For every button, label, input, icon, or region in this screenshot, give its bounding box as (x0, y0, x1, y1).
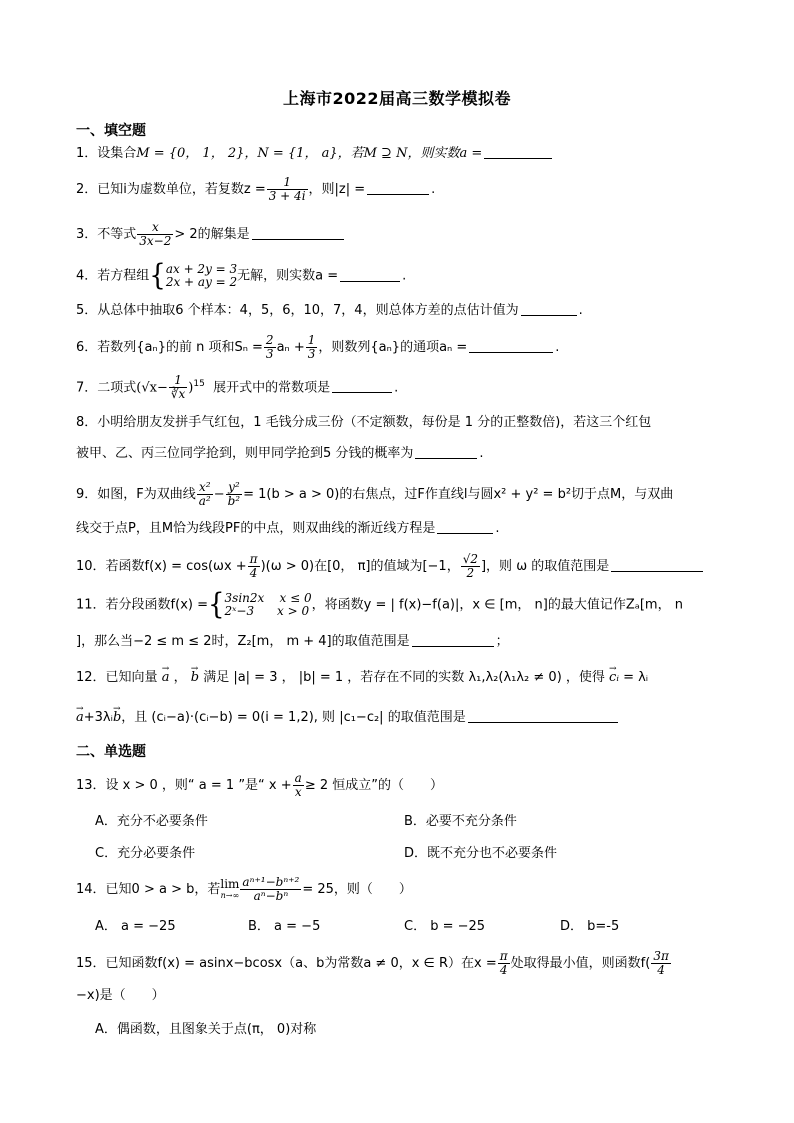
fraction: $\frac{\pi}{4}$ (499, 949, 508, 977)
question-7: 7．二项式(√x− $\frac{1}{∛x}$ )$^{15}$ 展开式中的常数项是 . (76, 373, 399, 402)
question-11-line-2: ]，那么当−2 ≤ m ≤ 2时，Z₂[m， m + 4]的取值范围是 ； (76, 634, 509, 649)
option-15a[interactable]: A．偶函数，且图象关于点(π， 0)对称 (95, 1022, 317, 1037)
question-15-line-2: −x)是（ ） (76, 988, 165, 1003)
answer-blank (468, 708, 618, 723)
answer-blank (367, 180, 429, 195)
fraction: $\frac{1}{∛x}$ (170, 373, 186, 402)
answer-blank (437, 519, 493, 534)
answer-blank (332, 378, 392, 393)
question-11-line-1: 11．若分段函数f(x) ={ 3sin2x x ≤ 0 2ˣ−3 x > 0 ，将函数y = | f(x)−f(a)|，x ∈ [m， n]的最大值记作Zₐ[m， n (76, 588, 683, 622)
option-13b[interactable]: B．必要不充分条件 (404, 814, 517, 829)
option-14b[interactable]: B． a = −5 (248, 919, 321, 934)
fraction: $\frac{\pi}{4}$ (249, 552, 258, 580)
question-9-line-2: 线交于点P，且M恰为线段PF的中点，则双曲线的渐近线方程是 . (76, 521, 500, 536)
fraction: $\frac{√2}{2}$ (462, 552, 478, 580)
question-5: 5．从总体中抽取6 个样本：4，5，6，10，7，4，则总体方差的点估计值为 . (76, 303, 583, 318)
question-2: 2．已知i为虚数单位，若复数z = $\frac{1}{3 + 4i}$ ，则|z| = . (76, 175, 436, 203)
question-8-line-1: 8．小明给朋友发拼手气红包，1 毛钱分成三份（不定额数，每份是 1 分的正整数倍)，若这三个红包 (76, 415, 652, 430)
question-10: 10．若函数f(x) = cos(ωx + $\frac{\pi}{4}$ )(ω > 0)在[0， π]的值域为[−1， $\frac{√2}{2}$ ]，则 ω 的取值范围是 (76, 553, 705, 580)
answer-blank (415, 444, 477, 459)
option-14a[interactable]: A． a = −25 (95, 919, 176, 934)
fraction: $\frac{3\pi}{4}$ (653, 949, 669, 977)
question-9-line-1: 9．如图，F为双曲线 $\frac{\text{x²}}{\text{a²}}$ − $\frac{\text{y²}}{\text{b²}}$ = 1(b > a > 0)的右焦点，过F作直线l与圆x² + y² = b²切于点M，与双曲 (76, 480, 674, 508)
answer-blank (252, 225, 344, 240)
fraction: $\frac{a}{x}$ (294, 771, 302, 799)
fraction: $\frac{2}{3}$ (265, 333, 274, 361)
question-13: 13．设 x > 0 ，则“ a = 1 ”是“ x + $\frac{a}{x}$ ≥ 2 恒成立”的（ ） (76, 771, 443, 799)
fraction: $\frac{\text{y²}}{\text{b²}}$ (227, 480, 241, 508)
answer-blank (484, 144, 552, 159)
question-8-line-2: 被甲、乙、丙三位同学抢到，则甲同学抢到5 分钱的概率为 . (76, 446, 484, 461)
section-single-choice: 二、单选题 (76, 744, 146, 760)
fraction: $\frac{1}{3}$ (307, 333, 316, 361)
question-12-line-2: → a+3λᵢ→ b，且 (cᵢ−a)·(cᵢ−b) = 0(i = 1,2), 则 |c₁−c₂| 的取值范围是 (76, 708, 620, 728)
section-fill-blank: 一、填空题 (76, 123, 146, 139)
limit-operator: lim n→∞ (220, 876, 240, 900)
option-13d[interactable]: D．既不充分也不必要条件 (404, 846, 558, 861)
option-13c[interactable]: C．充分必要条件 (95, 846, 196, 861)
option-14d[interactable]: D． b=-5 (560, 919, 620, 934)
question-3: 3．不等式 $\frac{x}{3x-2}$ > 2的解集是 (76, 221, 346, 248)
answer-blank (521, 301, 577, 316)
question-6: 6．若数列{aₙ}的前 n 项和Sₙ = $\frac{2}{3}$ aₙ + $\frac{1}{3}$ ，则数列{aₙ}的通项aₙ = . (76, 333, 560, 361)
answer-blank (340, 267, 400, 282)
question-15-line-1: 15．已知函数f(x) = asinx−bcosx（a、b为常数a ≠ 0，x ∈ R）在x = $\frac{\pi}{4}$ 处取得最小值，则函数f( $\frac{3\pi}{4}$ (76, 949, 669, 977)
answer-blank (412, 632, 494, 647)
question-14: 14．已知0 > a > b，若 lim n→∞ $\frac{\text{aⁿ⁺¹−bⁿ⁺²}}{\text{aⁿ−bⁿ}}$ = 25，则（ ） (76, 875, 412, 903)
question-12-line-1: 12．已知向量 → a ， → b 满足 |a| = 3 ， |b| = 1 ，若存在不同的实数 λ₁,λ₂(λ₁λ₂ ≠ 0) ，使得 → cᵢ = λᵢ (76, 668, 648, 688)
fraction: $\frac{\text{x²}}{\text{a²}}$ (198, 480, 211, 508)
option-14c[interactable]: C． b = −25 (404, 919, 486, 934)
question-4: 4．若方程组{ ax + 2y = 3 2x + ay = 2 无解，则实数a = . (76, 259, 407, 293)
page-title: 上海市2022届高三数学模拟卷 (282, 89, 512, 108)
answer-blank (469, 338, 553, 353)
question-1: 1．设集合M = {0， 1， 2}，N = {1， a}，若M ⊇ N，则实数a = (76, 144, 554, 164)
answer-blank (611, 557, 703, 572)
fraction: $\frac{\text{aⁿ⁺¹−bⁿ⁺²}}{\text{aⁿ−bⁿ}}$ (242, 875, 300, 903)
option-13a[interactable]: A．充分不必要条件 (95, 814, 208, 829)
piecewise-definition: 3sin2x x ≤ 0 2ˣ−3 x > 0 (224, 591, 312, 618)
equation-system: ax + 2y = 3 2x + ay = 2 (165, 262, 238, 289)
fraction: $\frac{1}{3 + 4i}$ (268, 175, 306, 203)
fraction: $\frac{x}{3x-2}$ (139, 220, 172, 248)
